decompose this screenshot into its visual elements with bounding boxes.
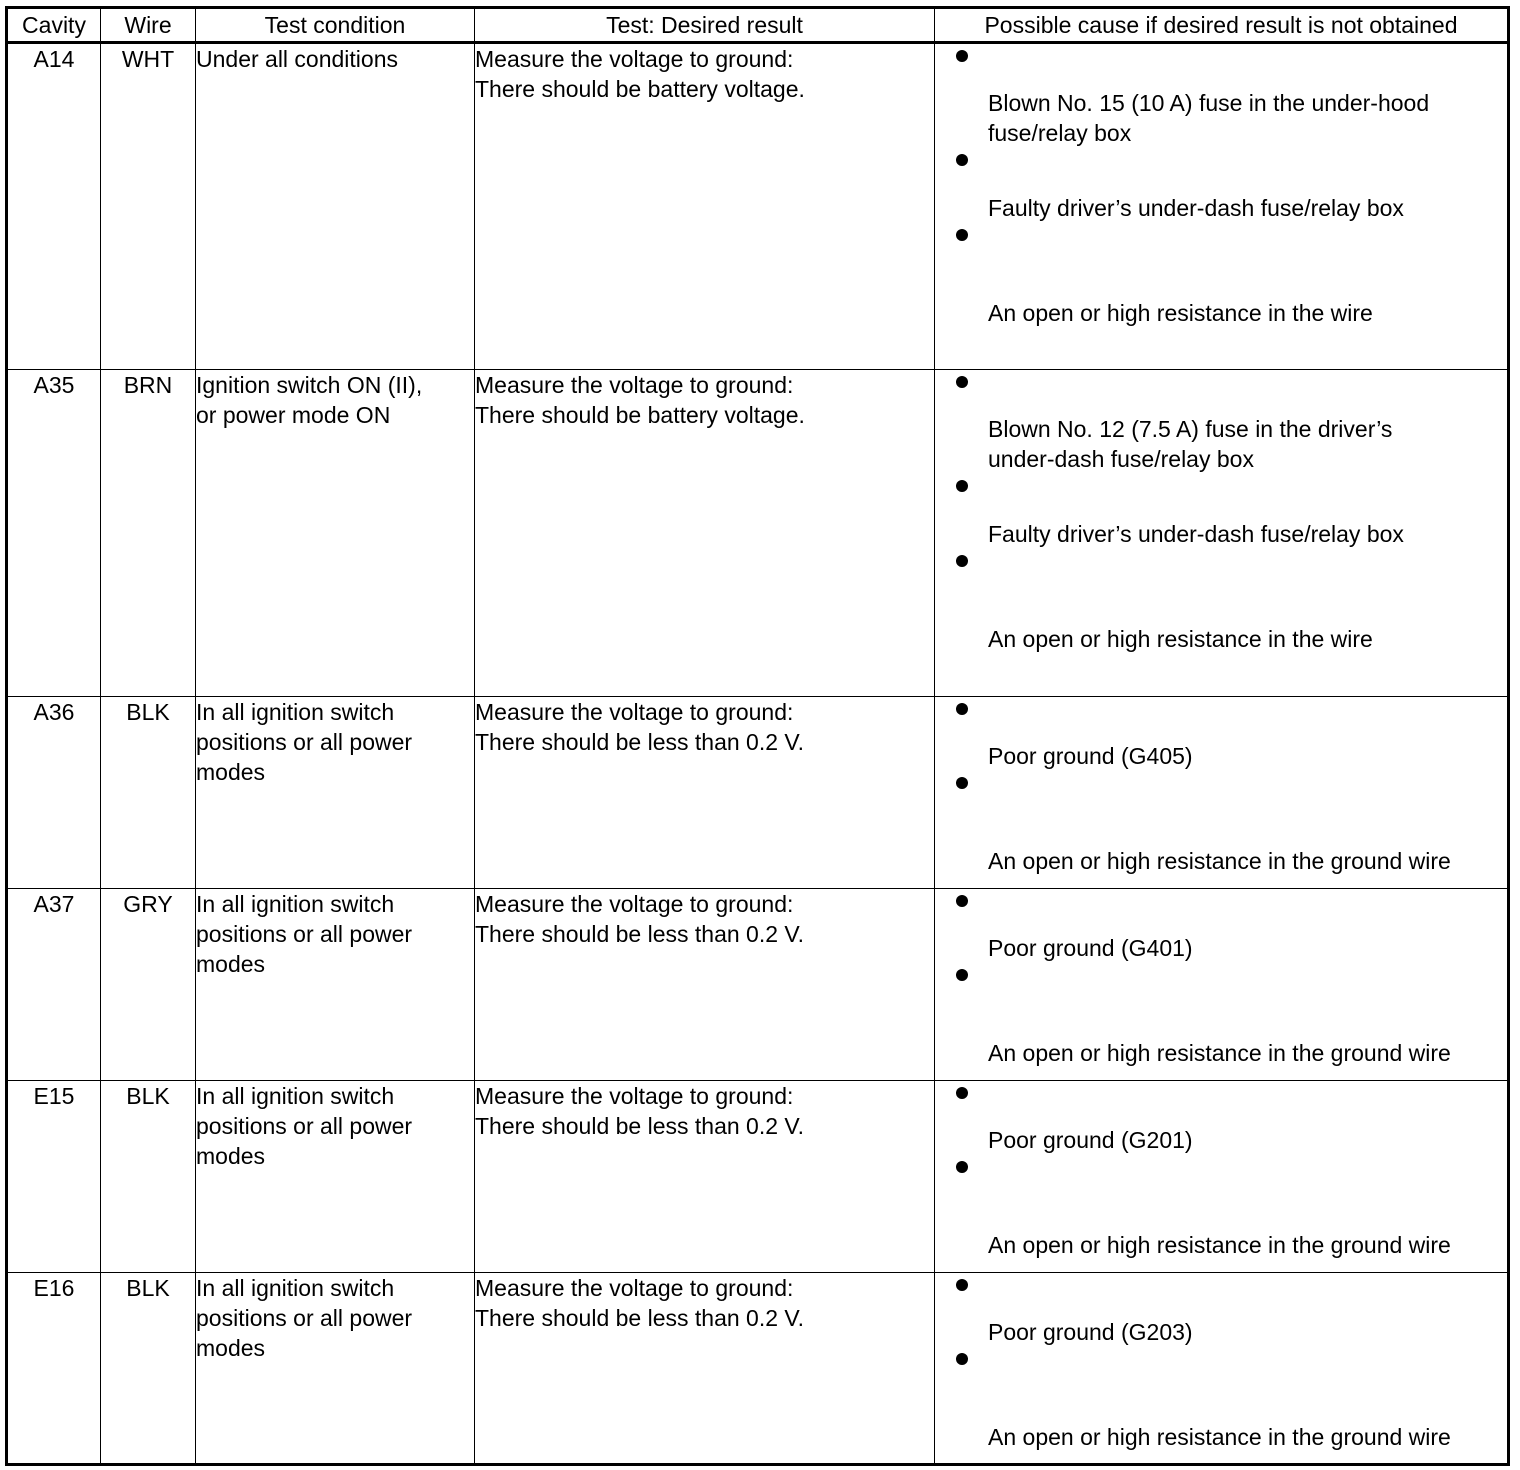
test-condition-cell (196, 43, 475, 370)
test-condition-cell (196, 1273, 475, 1465)
cause-item (935, 148, 1507, 223)
cause-text: An open or high resistance in the ground wire (988, 848, 1451, 874)
desired-result-text: Measure the voltage to ground: There should be battery voltage. (475, 46, 805, 102)
bullet-icon (956, 1353, 968, 1365)
bullet-icon (956, 154, 968, 166)
cause-text: Faulty driver’s under-dash fuse/relay box (988, 195, 1404, 221)
desired-result-text: Measure the voltage to ground: There should be less than 0.2 V. (475, 699, 805, 755)
desired-result-text: Measure the voltage to ground: There should be less than 0.2 V. (475, 1275, 805, 1331)
cause-item (935, 697, 1507, 771)
bullet-icon (956, 555, 968, 567)
table-row (7, 43, 1509, 370)
cavity-cell: E16 (7, 1273, 101, 1465)
bullet-icon (956, 50, 968, 62)
cause-list (935, 889, 1507, 1068)
cause-text: An open or high resistance in the wire (988, 626, 1373, 652)
bullet-icon (956, 895, 968, 907)
wire-cell: BLK (101, 1081, 196, 1273)
cause-item (935, 1155, 1507, 1260)
header-possible-cause: Possible cause if desired result is not obtained (935, 8, 1509, 43)
cause-item (935, 1081, 1507, 1155)
cavity-cell: A37 (7, 889, 101, 1081)
bullet-icon (956, 229, 968, 241)
cause-text: An open or high resistance in the ground wire (988, 1424, 1451, 1450)
table-row (7, 697, 1509, 889)
cause-text: Poor ground (G405) (988, 743, 1193, 769)
test-condition-cell (196, 370, 475, 697)
desired-result-cell (475, 43, 935, 370)
bullet-icon (956, 703, 968, 715)
cause-item (935, 771, 1507, 876)
possible-cause-cell (935, 370, 1509, 697)
cause-text: An open or high resistance in the ground wire (988, 1040, 1451, 1066)
cause-text: Faulty driver’s under-dash fuse/relay box (988, 521, 1404, 547)
cavity-cell: A14 (7, 43, 101, 370)
possible-cause-cell (935, 889, 1509, 1081)
table-row (7, 889, 1509, 1081)
diagnostic-table (5, 6, 1510, 1466)
test-condition-text: In all ignition switch positions or all power modes (196, 1083, 413, 1169)
desired-result-cell (475, 370, 935, 697)
possible-cause-cell (935, 1081, 1509, 1273)
desired-result-cell (475, 697, 935, 889)
desired-result-cell (475, 1081, 935, 1273)
cause-item (935, 1273, 1507, 1347)
test-condition-text: Ignition switch ON (II), or power mode ON (196, 372, 423, 428)
possible-cause-cell (935, 43, 1509, 370)
test-condition-text: Under all conditions (196, 46, 399, 72)
bullet-icon (956, 376, 968, 388)
header-desired-result: Test: Desired result (475, 8, 935, 43)
table-row (7, 1081, 1509, 1273)
bullet-icon (956, 777, 968, 789)
bullet-icon (956, 1279, 968, 1291)
test-condition-text: In all ignition switch positions or all power modes (196, 699, 413, 785)
cause-text: An open or high resistance in the ground wire (988, 1232, 1451, 1258)
test-condition-cell (196, 697, 475, 889)
cavity-cell: A36 (7, 697, 101, 889)
cause-item (935, 889, 1507, 963)
cause-item (935, 223, 1507, 328)
cause-text: An open or high resistance in the wire (988, 300, 1373, 326)
test-condition-cell (196, 889, 475, 1081)
test-condition-cell (196, 1081, 475, 1273)
cause-text: Poor ground (G201) (988, 1127, 1193, 1153)
bullet-icon (956, 480, 968, 492)
cause-item (935, 474, 1507, 549)
header-cavity: Cavity (7, 8, 101, 43)
wire-cell: BLK (101, 1273, 196, 1465)
wire-cell: GRY (101, 889, 196, 1081)
desired-result-text: Measure the voltage to ground: There should be battery voltage. (475, 372, 805, 428)
desired-result-cell (475, 889, 935, 1081)
cause-list (935, 370, 1507, 654)
bullet-icon (956, 1161, 968, 1173)
header-row (7, 8, 1509, 43)
table-body (7, 43, 1509, 1465)
cause-item (935, 549, 1507, 654)
bullet-icon (956, 1087, 968, 1099)
header-test-condition: Test condition (196, 8, 475, 43)
cavity-cell: A35 (7, 370, 101, 697)
desired-result-text: Measure the voltage to ground: There should be less than 0.2 V. (475, 891, 805, 947)
table-row (7, 1273, 1509, 1465)
cause-item (935, 44, 1507, 148)
table-row (7, 370, 1509, 697)
possible-cause-cell (935, 697, 1509, 889)
cause-item (935, 370, 1507, 474)
desired-result-text: Measure the voltage to ground: There should be less than 0.2 V. (475, 1083, 805, 1139)
cause-list (935, 1273, 1507, 1452)
cavity-cell: E15 (7, 1081, 101, 1273)
cause-text: Poor ground (G401) (988, 935, 1193, 961)
cause-item (935, 963, 1507, 1068)
wire-cell: BLK (101, 697, 196, 889)
possible-cause-cell (935, 1273, 1509, 1465)
cause-list (935, 697, 1507, 876)
cause-list (935, 44, 1507, 328)
bullet-icon (956, 969, 968, 981)
test-condition-text: In all ignition switch positions or all power modes (196, 1275, 413, 1361)
desired-result-cell (475, 1273, 935, 1465)
header-wire: Wire (101, 8, 196, 43)
cause-text: Poor ground (G203) (988, 1319, 1193, 1345)
cause-list (935, 1081, 1507, 1260)
wire-cell: WHT (101, 43, 196, 370)
cause-text: Blown No. 15 (10 A) fuse in the under-hood fuse/relay box (988, 90, 1430, 146)
cause-text: Blown No. 12 (7.5 A) fuse in the driver’s under-dash fuse/relay box (988, 416, 1393, 472)
test-condition-text: In all ignition switch positions or all power modes (196, 891, 413, 977)
cause-item (935, 1347, 1507, 1452)
wire-cell: BRN (101, 370, 196, 697)
